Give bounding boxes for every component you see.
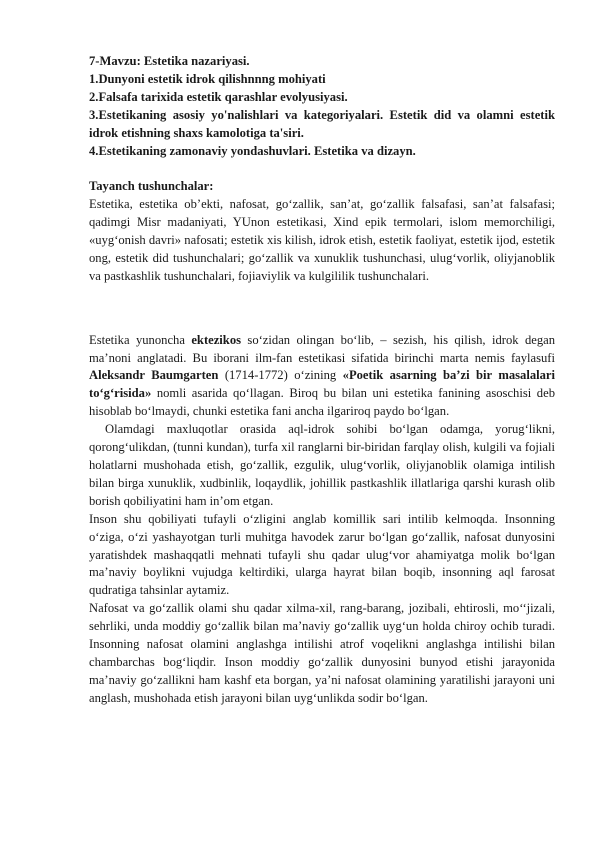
term-ektezikos: ektezikos [191, 332, 242, 347]
main-body [89, 332, 555, 708]
key-concepts-title: Tayanch tushunchalar: [89, 179, 214, 194]
topic-item-1: 1.Dunyoni estetik idrok qilishnnng mohiyati [89, 71, 326, 86]
spacer [89, 314, 555, 332]
paragraph-1-part-a: Estetika yunoncha [89, 332, 192, 347]
topic-heading [89, 53, 555, 160]
topic-item-2: 2.Falsafa tarixida estetik qarashlar evolyusiyasi. [89, 89, 348, 104]
paragraph-1-part-e: (1714-1772) o‘zining [218, 368, 343, 383]
paragraph-1-part-c: so‘zidan olingan bo‘lib, – sezish, his qilish, idrok degan ma’noni anglatadi. Bu iborani ilm-fan estetikasi sifatida birinchi marta nemis faylasufi [89, 332, 556, 365]
document-content [89, 53, 555, 708]
key-concepts-text: Estetika, estetika ob’ekti, nafosat, go‘zallik, san’at, go‘zallik falsafasi, san’at falsafasi; qadimgi Misr madaniyati, YUnon estetikasi, Xind epik termolari, islom memorchiligi, «uyg‘onish davri» nafosati; estetik xis kilish, idrok etish, estetik faoliyat, estetik ijod, estetik ong, estetik did tushunchalari; go‘zallik va xunuklik tushunchasi, ulug‘vorlik, oliyjanoblik va pastkashlik tushunchalari, fojiaviylik va kulgililik tushunchalari. [89, 197, 555, 283]
paragraph-4: Nafosat va go‘zallik olami shu qadar xilma-xil, rang-barang, jozibali, ehtirosli, mo‘‘jizali, sehrliki, unda moddiy go‘zallik bilan ma’naviy go‘zallik uyg‘un holda chiroy ochib turadi. Insonning nafosat olamini anglashga intilishi atrof voqelikni anglashga intilishi bilan chambarchas bog‘liqdir. Inson moddiy go‘zallik dunyosini bunyod etishi jarayonida ma’naviy go‘zallikni ham kashf eta borgan, ya’ni nafosat olamining yaratilishi jarayoni uni anglash, mushohada etish jarayoni bilan uyg‘unlikda sodir bo‘lgan. [89, 601, 555, 705]
spacer [89, 286, 555, 314]
topic-title: 7-Mavzu: Estetika nazariyasi. [89, 54, 250, 68]
book-title: «Poetik asarning ba’zi bir masalalari to‘g‘risida» [89, 368, 555, 401]
paragraph-2: Olamdagi maxluqotlar orasida aql-idrok sohibi bo‘lgan odamga, yorug‘likni, qorong‘ulikdan, (tunni kundan), turfa xil ranglarni bir-biridan farqlay olish, kulgili va fojiali holatlarni mushohada etish, go‘zallik, ezgulik, ulug‘vorlik, oliyjanoblik olamiga intilish bilan birga xunuklik, xudbinlik, loqaydlik, johillik pastkashlik illatlariga qarshi kurash olib borish qobiliyatini ham in’om etgan. [89, 422, 555, 508]
key-concepts-section [89, 178, 555, 285]
spacer [89, 160, 555, 178]
topic-item-3: 3.Estetikaning asosiy yo'nalishlari va kategoriyalari. Estetik did va olamni estetik idrok etishning shaxs kamolotiga ta'siri. [89, 107, 555, 140]
author-name: Aleksandr Baumgarten [89, 368, 219, 383]
paragraph-1-part-g: nomli asarida qo‘llagan. Biroq bu bilan uni estetika fanining asoschisi deb hisoblab bo‘lmaydi, chunki estetika fani ancha ilgariroq paydo bo‘lgan. [89, 386, 555, 419]
topic-item-4: 4.Estetikaning zamonaviy yondashuvlari. Estetika va dizayn. [89, 143, 416, 158]
paragraph-3: Inson shu qobiliyati tufayli o‘zligini anglab komillik sari intilib kelmoqda. Insonning o‘ziga, o‘zi yashayotgan turli muhitga havodek zarur bo‘lgan go‘zallik, nafosat dunyosini yaratishdek mashaqqatli mehnati tufayli shu qadar ulug‘vor ahamiyatga molik bo‘lgan ma’naviy boylikni vujudga keltirdiki, ularga hayrat bilan boqib, insonning aql farosat qudratiga tahsinlar aytamiz. [89, 511, 555, 598]
paragraph-1 [89, 332, 555, 422]
